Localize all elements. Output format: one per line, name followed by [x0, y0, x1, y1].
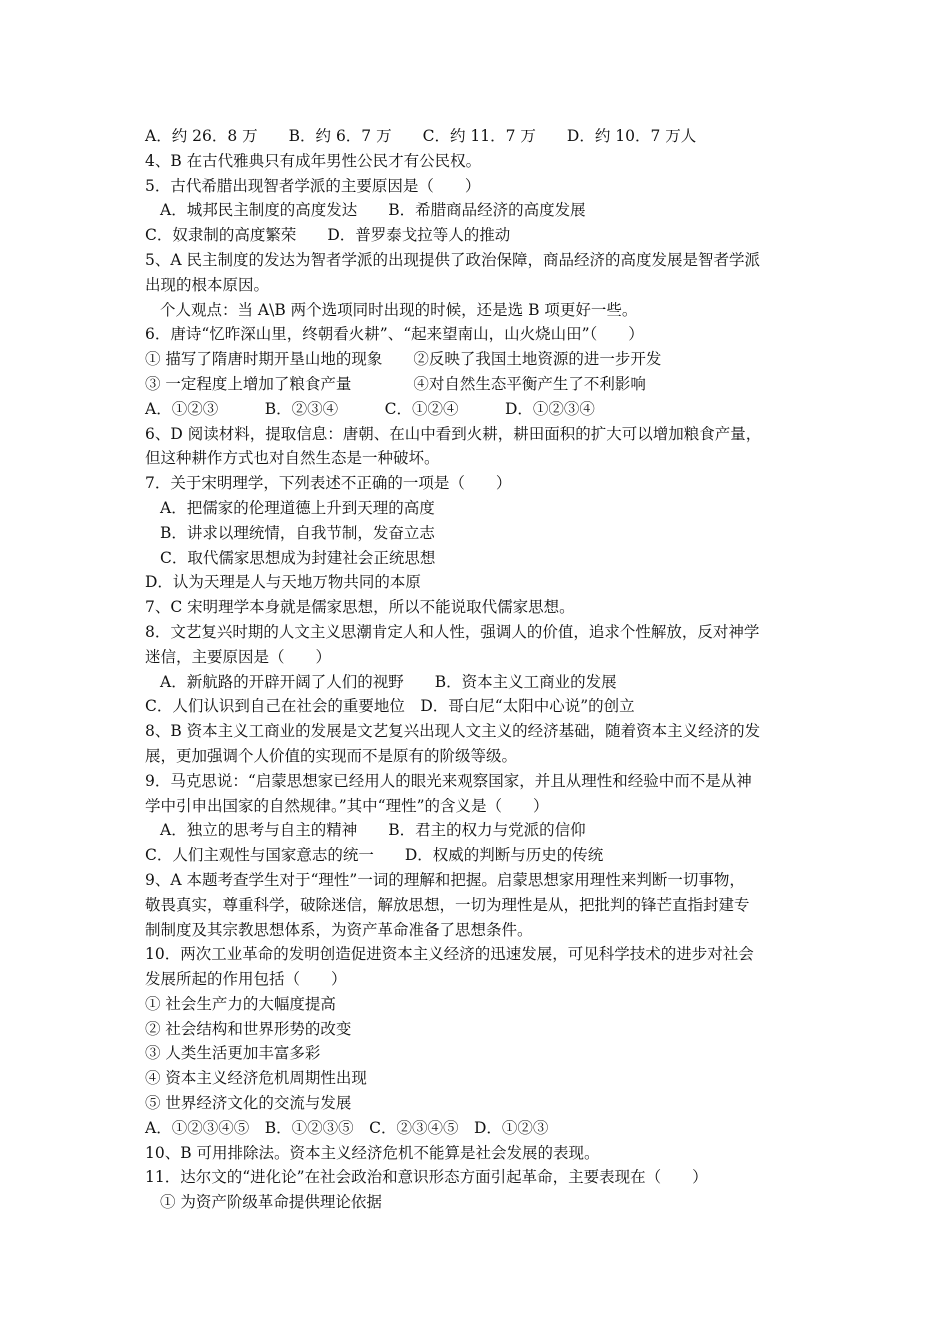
text-line: 展，更加强调个人价值的实现而不是原有的阶级等级。 — [145, 746, 518, 765]
text-line: 发展所起的作用包括（ ） — [145, 970, 347, 989]
text-line: B．讲求以理统情，自我节制，发奋立志 — [160, 523, 435, 542]
text-line: ④ 资本主义经济危机周期性出现 — [145, 1069, 367, 1088]
text-line: ③ 人类生活更加丰富多彩 — [145, 1044, 321, 1063]
text-line: 迷信，主要原因是（ ） — [145, 647, 332, 666]
text-line: 7、C 宋明理学本身就是儒家思想，所以不能说取代儒家思想。 — [145, 598, 575, 617]
text-line: A．把儒家的伦理道德上升到天理的高度 — [160, 498, 435, 517]
text-line: 7．关于宋明理学，下列表述不正确的一项是（ ） — [145, 474, 512, 493]
text-line: 个人观点：当 A\B 两个选项同时出现的时候，还是选 B 项更好一些。 — [160, 300, 638, 319]
text-line: 制制度及其宗教思想体系，为资产革命准备了思想条件。 — [145, 920, 533, 939]
text-line: A．新航路的开辟开阔了人们的视野 B．资本主义工商业的发展 — [160, 672, 617, 691]
text-line: ① 社会生产力的大幅度提高 — [145, 994, 336, 1013]
text-line: A．①②③ B．②③④ C．①②④ D．①②③④ — [145, 399, 595, 418]
text-line: ③ 一定程度上增加了粮食产量 ④对自然生态平衡产生了不利影响 — [145, 374, 646, 393]
text-line: 敬畏真实，尊重科学，破除迷信，解放思想，一切为理性是从，把批判的锋芒直指封建专 — [145, 895, 750, 914]
text-line: 4、B 在古代雅典只有成年男性公民才有公民权。 — [145, 151, 482, 170]
text-line: ① 为资产阶级革命提供理论依据 — [160, 1193, 382, 1212]
text-line: 6、D 阅读材料，提取信息：唐朝、在山中看到火耕，耕田面积的扩大可以增加粮食产量， — [145, 424, 762, 443]
text-line: A．城邦民主制度的高度发达 B．希腊商品经济的高度发展 — [160, 201, 586, 220]
text-line: ⑤ 世界经济文化的交流与发展 — [145, 1094, 352, 1113]
text-line: 5、A 民主制度的发达为智者学派的出现提供了政治保障，商品经济的高度发展是智者学派 — [145, 250, 760, 269]
text-line: 但这种耕作方式也对自然生态是一种破坏。 — [145, 449, 440, 468]
text-line: 5．古代希腊出现智者学派的主要原因是（ ） — [145, 176, 481, 195]
text-line: 6．唐诗“忆昨深山里，终朝看火耕”、“起来望南山，山火烧山田”（ ） — [145, 325, 644, 344]
text-line: 9．马克思说：“启蒙思想家已经用人的眼光来观察国家，并且从理性和经验中而不是从神 — [145, 771, 752, 790]
text-line: 8．文艺复兴时期的人文主义思潮肯定人和人性，强调人的价值，追求个性解放，反对神学 — [145, 622, 760, 641]
text-line: 9、A 本题考查学生对于“理性”一词的理解和把握。启蒙思想家用理性来判断一切事物， — [145, 870, 745, 889]
text-line: 出现的根本原因。 — [145, 275, 270, 294]
text-line: 10．两次工业革命的发明创造促进资本主义经济的迅速发展，可见科学技术的进步对社会 — [145, 945, 754, 964]
text-line: A．独立的思考与自主的精神 B．君主的权力与党派的信仰 — [160, 821, 586, 840]
text-line: ② 社会结构和世界形势的改变 — [145, 1019, 352, 1038]
text-line: A．①②③④⑤ B．①②③⑤ C．②③④⑤ D．①②③ — [145, 1118, 549, 1137]
text-line: 11．达尔文的“进化论”在社会政治和意识形态方面引起革命，主要表现在（ ） — [145, 1168, 708, 1187]
text-line: 8、B 资本主义工商业的发展是文艺复兴出现人文主义的经济基础，随着资本主义经济的发 — [145, 722, 761, 741]
text-line: D．认为天理是人与天地万物共同的本原 — [145, 573, 421, 592]
text-line: C．取代儒家思想成为封建社会正统思想 — [160, 548, 436, 567]
text-line: ① 描写了隋唐时期开垦山地的现象 ②反映了我国土地资源的进一步开发 — [145, 350, 662, 369]
text-line: 学中引申出国家的自然规律。”其中“理性”的含义是（ ） — [145, 796, 549, 815]
text-line: C．奴隶制的高度繁荣 D．普罗泰戈拉等人的推动 — [145, 226, 511, 245]
text-line: 10、B 可用排除法。资本主义经济危机不能算是社会发展的表现。 — [145, 1143, 600, 1162]
text-line: A．约 26．8 万 B．约 6．7 万 C．约 11．7 万 D．约 10．7 万人 — [145, 127, 697, 145]
text-line: C．人们认识到自己在社会的重要地位 D．哥白尼“太阳中心说”的创立 — [145, 697, 635, 716]
document-body — [145, 124, 815, 1215]
text-line: C．人们主观性与国家意志的统一 D．权威的判断与历史的传统 — [145, 846, 604, 865]
